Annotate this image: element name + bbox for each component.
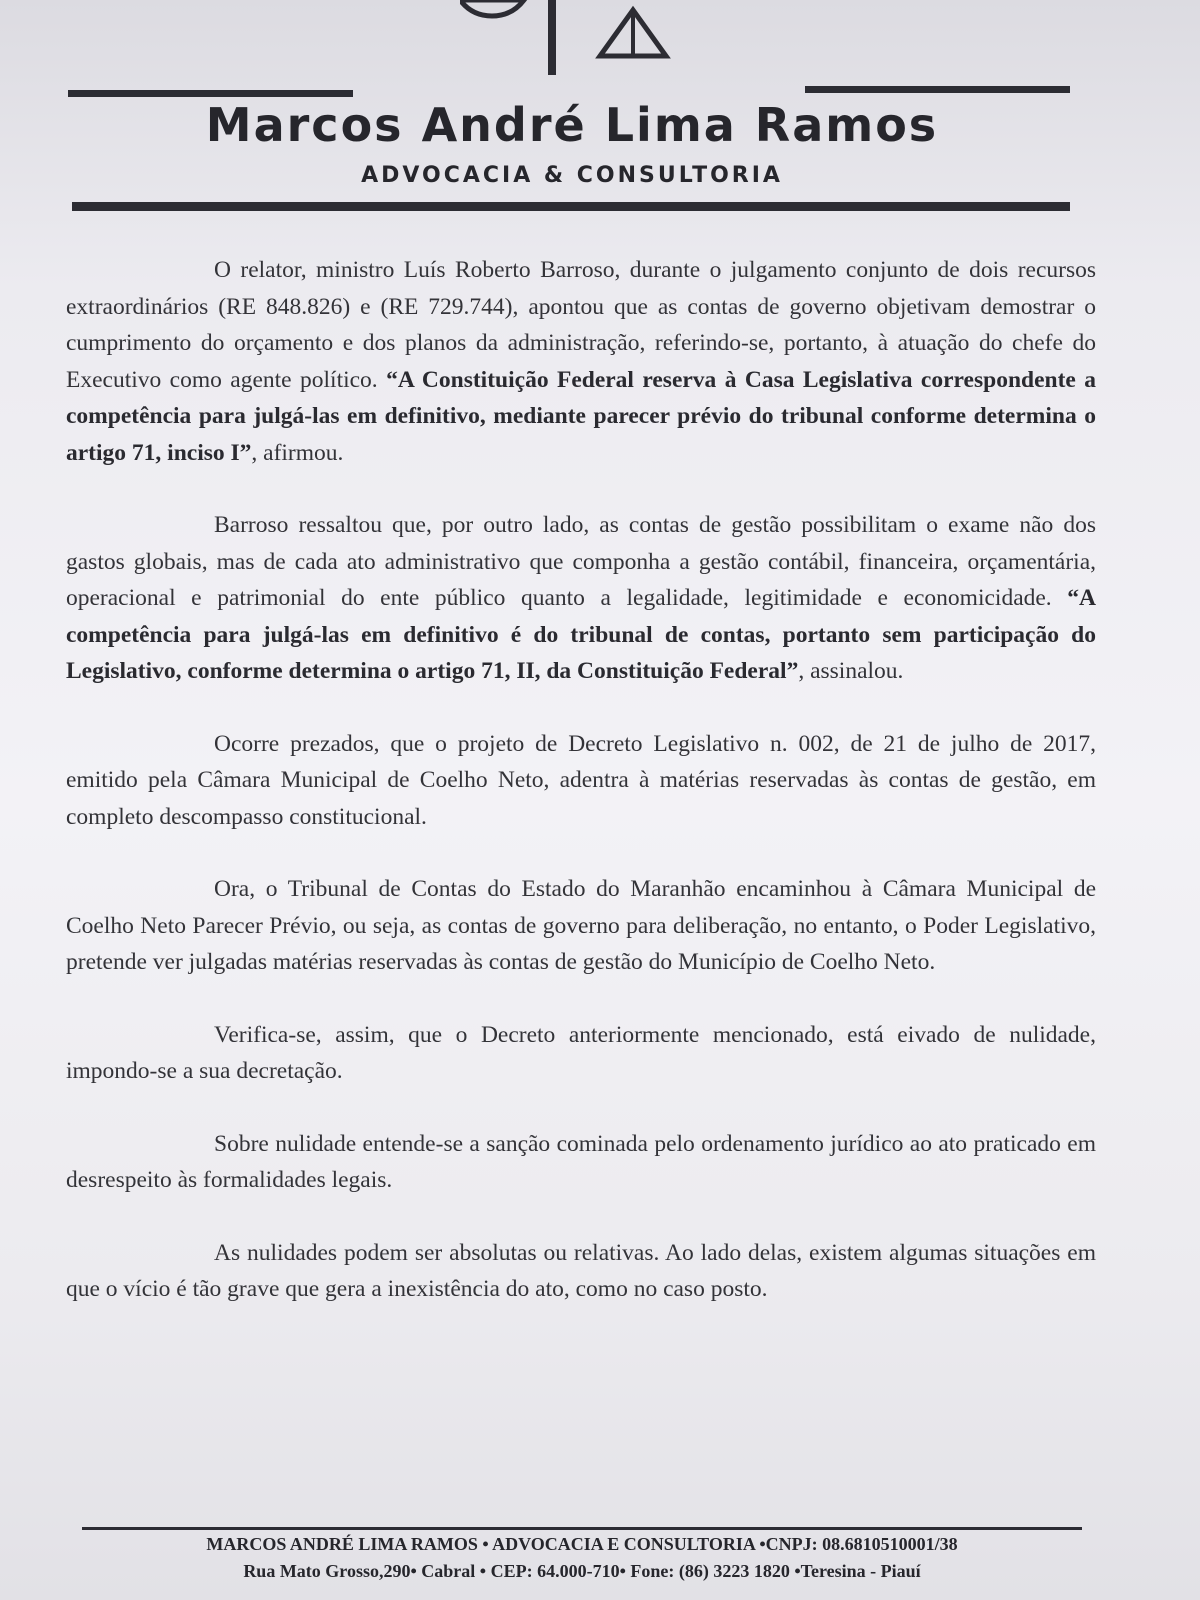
paragraph-text: Barroso ressaltou que, por outro lado, as contas de gestão possibilitam o exame não dos gastos globais, mas de cada ato administrativo que componha a gestão contábil, financeira, orçamentária, operacional e patrimonial do ente público quanto a legalidade, legitimidade e economicidade. <box>66 512 1096 611</box>
paragraph-text: Sobre nulidade entende-se a sanção cominada pelo ordenamento jurídico ao ato praticado em desrespeito às formalidades legais. <box>66 1130 1096 1193</box>
quoted-citation: “A competência para julgá-las em definitivo é do tribunal de contas, portanto sem participação do Legislativo, conforme determina o artigo 71, II, da Constituição Federal” <box>66 585 1096 684</box>
body-paragraph <box>66 507 1096 690</box>
paragraph-text: As nulidades podem ser absolutas ou relativas. Ao lado delas, existem algumas situações em que o vício é tão grave que gera a inexistência do ato, como no caso posto. <box>66 1239 1096 1302</box>
letterhead-rule-right <box>805 86 1070 93</box>
paragraph-text: O relator, ministro Luís Roberto Barroso, durante o julgamento conjunto de dois recursos extraordinários (RE 848.826) e (RE 729.744), apontou que as contas de governo objetivam demostrar o cumprimento do orçamento e dos planos da administração, referindo-se, portanto, à atuação do chefe do Executivo como agente político. <box>66 257 1096 393</box>
body-paragraph <box>66 1235 1096 1308</box>
letterhead-subtitle: ADVOCACIA & CONSULTORIA <box>361 163 783 188</box>
footer-company-line: MARCOS ANDRÉ LIMA RAMOS • ADVOCACIA E CONSULTORIA •CNPJ: 08.6810510001/38 <box>206 1534 958 1554</box>
body-paragraph <box>66 871 1096 981</box>
paragraph-text: , assinalou. <box>798 658 904 684</box>
paragraph-text: Verifica-se, assim, que o Decreto anteriormente mencionado, está eivado de nulidade, impondo-se a sua decretação. <box>66 1021 1096 1084</box>
footer-address-line: Rua Mato Grosso,290• Cabral • CEP: 64.000-710• Fone: (86) 3223 1820 •Teresina - Piauí <box>243 1561 921 1581</box>
body-paragraph <box>66 1126 1096 1199</box>
document-body <box>66 252 1096 1344</box>
body-paragraph <box>66 1017 1096 1090</box>
footer-rule <box>82 1527 1082 1530</box>
letterhead-rule-left <box>68 90 353 97</box>
body-paragraph <box>66 252 1096 471</box>
paragraph-text: Ocorre prezados, que o projeto de Decreto Legislativo n. 002, de 21 de julho de 2017, emitido pela Câmara Municipal de Coelho Neto, adentra à matérias reservadas às contas de gestão, em completo descompasso constitucional. <box>66 730 1096 830</box>
body-paragraph <box>66 726 1096 836</box>
scales-of-justice-icon <box>460 0 700 80</box>
paragraph-text: Ora, o Tribunal de Contas do Estado do Maranhão encaminhou à Câmara Municipal de Coelho Neto Parecer Prévio, ou seja, as contas de governo para deliberação, no entanto, o Poder Legislativo, pretende ver julgadas matérias reservadas às contas de gestão do Município de Coelho Neto. <box>66 876 1096 975</box>
letterhead-name: Marcos André Lima Ramos <box>205 98 939 152</box>
letterhead-rule-bottom <box>72 202 1070 211</box>
paragraph-text: , afirmou. <box>251 439 344 466</box>
quoted-citation: “A Constituição Federal reserva à Casa Legislativa correspondente a competência para julgá-las em definitivo, mediante parecer prévio do tribunal conforme determina o artigo 71, inciso I” <box>66 366 1096 466</box>
